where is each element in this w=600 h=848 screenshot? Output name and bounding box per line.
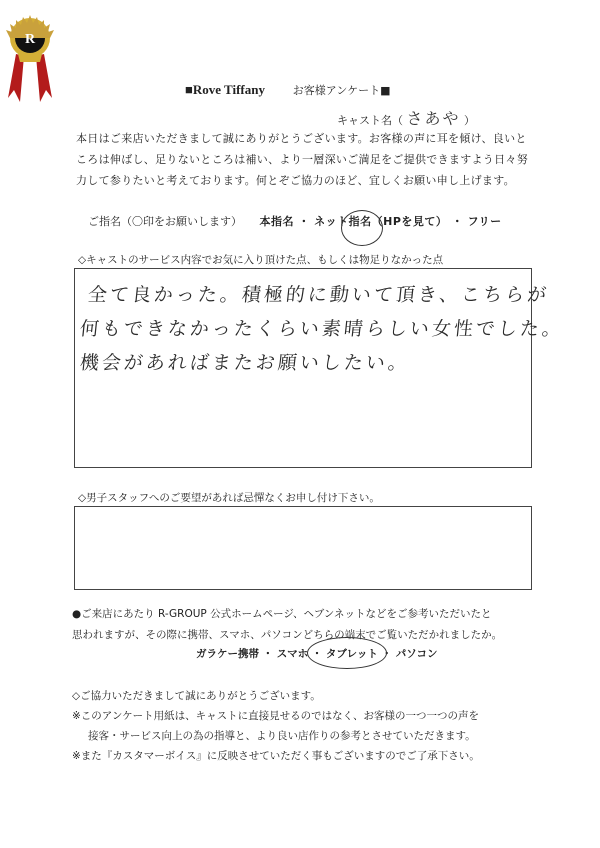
cast-name-row xyxy=(337,106,475,129)
handwritten-answer-line: 何もできなかったくらい素晴らしい女性でした。 xyxy=(78,318,566,340)
nomination-options: 本指名 ・ ネット指名（HPを見て） ・ フリー xyxy=(259,215,502,228)
question-cast-service: ◇キャストのサービス内容でお気に入り頂けた点、もしくは物足りなかった点 xyxy=(78,254,444,266)
question-staff-requests: ◇男子スタッフへのご要望があれば忌憚なくお申し付け下さい。 xyxy=(78,492,380,504)
survey-title-row xyxy=(185,82,391,98)
footer-note-continued: 接客・サービス向上の為の指導と、より良い店作りの参考とさせていただきます。 xyxy=(88,730,476,742)
footer-note: ※このアンケート用紙は、キャストに直接見せるのではなく、お客様の一つ一つの声を xyxy=(72,710,479,722)
footer-note: ※また『カスタマーボイス』に反映させていただく事もございますのでご了承下さい。 xyxy=(72,750,480,762)
cast-label: キャスト名（ xyxy=(337,114,403,127)
device-options: ガラケー携帯 ・ スマホ ・ タブレット ・ パソコン xyxy=(196,648,438,660)
nomination-label: ご指名（〇印をお願いします） xyxy=(88,215,242,228)
intro-line: 力して参りたいと考えております。何とぞご協力のほど、宜しくお願い申し上げます。 xyxy=(76,174,515,187)
nomination-selected-circle xyxy=(341,210,383,246)
device-question-line: 思われますが、その際に携帯、スマホ、パソコンどちらの端末でご覧いただかれましたか。 xyxy=(72,629,503,641)
answer-box-staff-requests xyxy=(74,506,532,590)
cast-name-handwritten: さあや xyxy=(406,109,461,128)
handwritten-answer-line: 全て良かった。積極的に動いて頂き、こちらが xyxy=(86,284,551,306)
footer-notes xyxy=(72,686,480,766)
device-selected-circle xyxy=(307,637,387,669)
handwritten-answer-line: 機会があればまたお願いしたい。 xyxy=(78,352,412,374)
device-question xyxy=(72,604,502,646)
intro-line: ころは伸ばし、足りないところは補い、より一層深いご満足をご提供できますよう日々努 xyxy=(76,153,528,166)
cast-close: ） xyxy=(464,114,476,127)
footer-thanks: ◇ご協力いただきまして誠にありがとうございます。 xyxy=(72,690,321,702)
brand-name: ■Rove Tiffany xyxy=(185,82,265,97)
r-group-emblem-logo xyxy=(6,10,54,102)
svg-text:R: R xyxy=(24,32,36,47)
intro-text xyxy=(76,128,536,191)
device-question-line: ●ご来店にあたり R-GROUP 公式ホームページ、ヘブンネットなどをご参考いただいたと xyxy=(72,608,492,620)
survey-title: お客様アンケート■ xyxy=(292,84,391,97)
intro-line: 本日はご来店いただきまして誠にありがとうございます。お客様の声に耳を傾け、良いと xyxy=(76,132,527,145)
nomination-row xyxy=(88,213,502,229)
